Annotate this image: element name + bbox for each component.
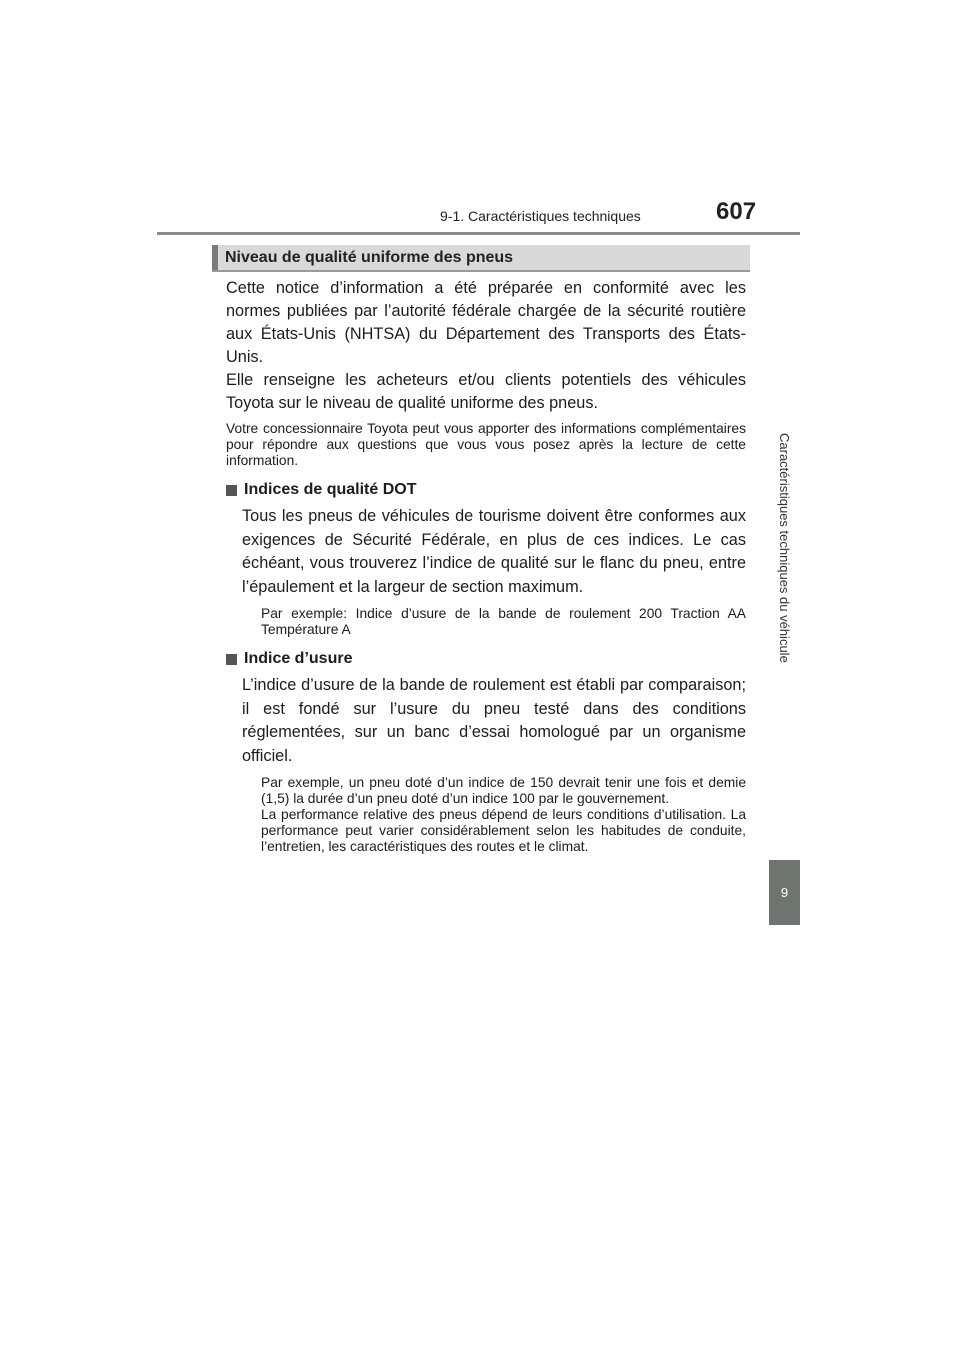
subsection-body: Tous les pneus de véhicules de tourisme doivent être conformes aux exigences de Sécurité Fédérale, en plus de ces indices. Le cas échéant, vous trouverez l’indice de qualité sur le flanc du pneu, entre l’épaulement et la largeur de section maximum. [242,507,746,596]
subsection-note-2: La performance relative des pneus dépend de leurs conditions d’utilisation. La performance peut varier considérablement selon les habitudes de conduite, l’entretien, les caractéristiques des routes et le climat. [261,807,746,854]
subsection-note-1: Par exemple, un pneu doté d’un indice de 150 devrait tenir une fois et demie (1,5) la durée d’un pneu doté d’un indice 100 par le gouvernement. [261,775,746,806]
section-heading-accent [212,245,218,270]
chapter-tab-label [769,235,800,860]
intro-paragraph-1: Cette notice d’information a été préparée en conformité avec les normes publiées par l’autorité fédérale chargée de la sécurité routière aux États-Unis (NHTSA) du Département des Transports des États-Unis. [226,279,746,366]
header-rule [157,232,800,235]
section-heading-bar [212,245,750,272]
subsection-note: Par exemple: Indice d’usure de la bande de roulement 200 Traction AA Température A [261,606,746,637]
header-section-title: 9-1. Caractéristiques techniques [440,208,641,224]
subsection-wear-index [226,674,746,855]
square-bullet-icon [226,485,237,496]
main-content [226,277,746,855]
chapter-number: 9 [780,885,789,900]
subheading-wear-index [226,650,746,668]
section-heading: Niveau de qualité uniforme des pneus [225,249,514,266]
chapter-number-tab [769,860,800,925]
subheading-dot-indices [226,481,746,499]
intro-note: Votre concessionnaire Toyota peut vous apporter des informations complémentaires pour répondre aux questions que vous vous posez après la lecture de cette information. [226,421,746,468]
chapter-title: Caractéristiques techniques du véhicule [777,432,792,663]
subheading-text: Indices de qualité DOT [244,481,417,498]
subsection-body: L’indice d’usure de la bande de roulement est établi par comparaison; il est fondé sur l’usure du pneu testé dans des conditions réglementées, sur un banc d’essai homologué par un organisme officiel. [242,676,746,765]
intro-paragraph-2: Elle renseigne les acheteurs et/ou clients potentiels des véhicules Toyota sur le niveau de qualité uniforme des pneus. [226,371,746,412]
subsection-dot-indices [226,505,746,638]
subheading-text: Indice d’usure [244,650,353,667]
square-bullet-icon [226,654,237,665]
page-number: 607 [716,198,757,225]
